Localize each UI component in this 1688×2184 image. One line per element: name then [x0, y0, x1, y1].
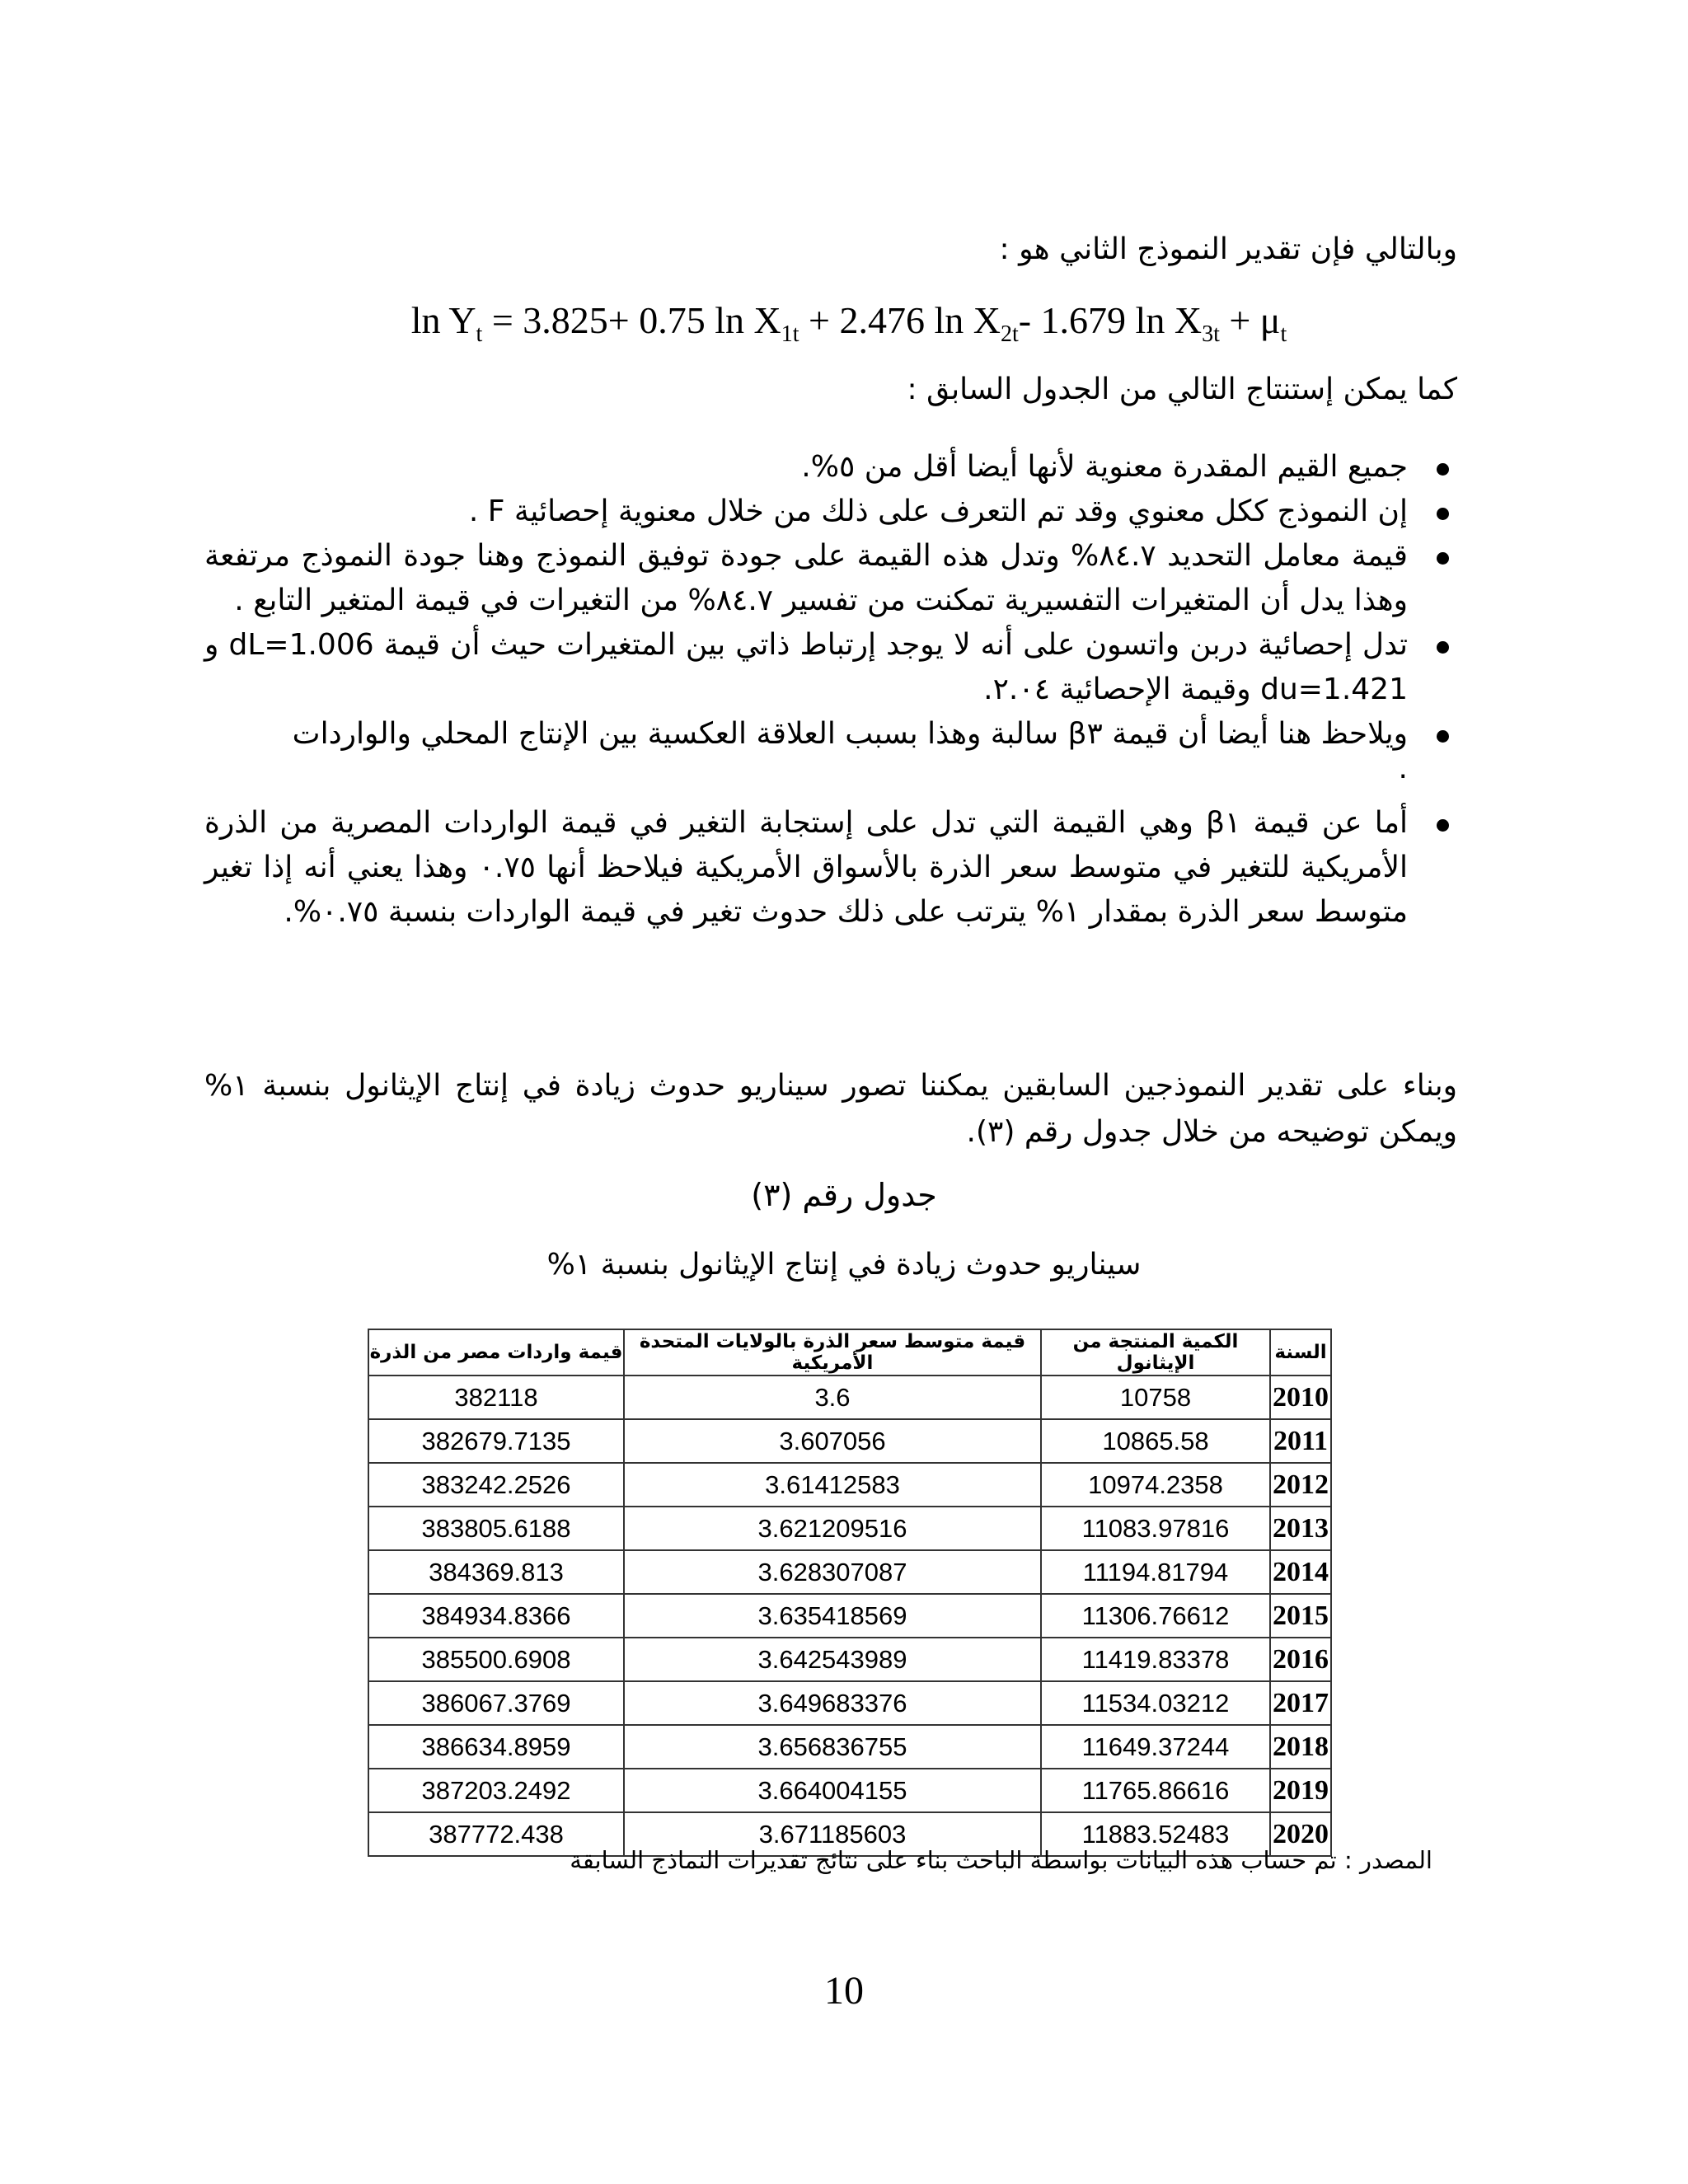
cell-corn-price: 3.607056 — [624, 1419, 1041, 1463]
cell-year: 2012 — [1270, 1463, 1331, 1507]
bullet-text: تدل إحصائية دربن واتسون على أنه لا يوجد إرتباط ذاتي بين المتغيرات حيث أن قيمة dL=1.006 و du=1.421 وقيمة الإحصائية ٢.٠٤. — [204, 628, 1409, 706]
cell-year: 2013 — [1270, 1507, 1331, 1550]
table-row — [368, 1638, 1331, 1681]
bullet-text: أما عن قيمة β١ وهي القيمة التي تدل على إستجابة التغير في قيمة الواردات المصرية من الذرة الأمريكية للتغير في متوسط سعر الذرة بالأسواق الأمريكية فيلاحظ أنها ٠.٧٥ وهذا يعني أنه إذا تغير متوسط سعر الذرة بمقدار ١% يترتب على ذلك حدوث تغير في قيمة الواردات بنسبة ٠.٧٥%. — [204, 806, 1408, 929]
conclusions-heading: كما يمكن إستنتاج التالي من الجدول السابق : — [907, 373, 1457, 406]
table-title: جدول رقم (٣) — [751, 1177, 937, 1213]
cell-imports: 383242.2526 — [368, 1463, 624, 1507]
cell-year: 2020 — [1270, 1812, 1331, 1856]
cell-ethanol: 10758 — [1041, 1376, 1270, 1419]
eq-subscript: 2t — [1000, 321, 1019, 348]
cell-imports: 387203.2492 — [368, 1769, 624, 1812]
cell-year: 2014 — [1270, 1550, 1331, 1594]
cell-imports: 387772.438 — [368, 1812, 624, 1856]
cell-year: 2018 — [1270, 1725, 1331, 1769]
cell-year: 2015 — [1270, 1594, 1331, 1638]
cell-corn-price: 3.649683376 — [624, 1681, 1041, 1725]
table-subtitle: سيناريو حدوث زيادة في إنتاج الإيثانول بنسبة ١% — [546, 1248, 1142, 1282]
table-header-row — [368, 1329, 1331, 1376]
column-header-corn-price: قيمة متوسط سعر الذرة بالولايات المتحدة الأمريكية — [624, 1329, 1041, 1376]
bullet-text: قيمة معامل التحديد ٨٤.٧% وتدل هذه القيمة على جودة توفيق النموذج وهنا جودة النموذج مرتفعة وهذا يدل أن المتغيرات التفسيرية تمكنت من تفسير ٨٤.٧% من التغيرات في قيمة المتغير التابع . — [204, 539, 1408, 617]
bullet-text: جميع القيم المقدرة معنوية لأنها أيضا أقل من ٥%. — [801, 450, 1408, 484]
cell-imports: 385500.6908 — [368, 1638, 624, 1681]
bullet-icon — [1437, 730, 1449, 743]
table-source-note: المصدر : تم حساب هذه البيانات بواسطة الباحث بناء على نتائج تقديرات النماذج السابقة — [570, 1846, 1432, 1874]
cell-ethanol: 10865.58 — [1041, 1419, 1270, 1463]
bullet-icon — [1437, 552, 1449, 565]
cell-corn-price: 3.61412583 — [624, 1463, 1041, 1507]
cell-ethanol: 11649.37244 — [1041, 1725, 1270, 1769]
list-item — [204, 534, 1457, 623]
table-row — [368, 1507, 1331, 1550]
eq-part: ln Y — [410, 299, 476, 341]
table-row — [368, 1769, 1331, 1812]
cell-corn-price: 3.635418569 — [624, 1594, 1041, 1638]
cell-corn-price: 3.642543989 — [624, 1638, 1041, 1681]
table-row — [368, 1463, 1331, 1507]
cell-corn-price: 3.664004155 — [624, 1769, 1041, 1812]
table-row — [368, 1419, 1331, 1463]
cell-year: 2019 — [1270, 1769, 1331, 1812]
cell-corn-price: 3.628307087 — [624, 1550, 1041, 1594]
cell-ethanol: 11194.81794 — [1041, 1550, 1270, 1594]
cell-imports: 386634.8959 — [368, 1725, 624, 1769]
cell-corn-price: 3.671185603 — [624, 1812, 1041, 1856]
scenario-table — [368, 1329, 1332, 1857]
cell-imports: 382679.7135 — [368, 1419, 624, 1463]
list-item — [204, 801, 1457, 935]
cell-corn-price: 3.656836755 — [624, 1725, 1041, 1769]
cell-ethanol: 11534.03212 — [1041, 1681, 1270, 1725]
eq-part: + 2.476 ln X — [799, 299, 1001, 341]
cell-corn-price: 3.6 — [624, 1376, 1041, 1419]
cell-imports: 382118 — [368, 1376, 624, 1419]
cell-year: 2010 — [1270, 1376, 1331, 1419]
table-row — [368, 1376, 1331, 1419]
page-number: 10 — [824, 1969, 864, 2013]
bullet-icon — [1437, 641, 1449, 654]
bullet-icon — [1437, 463, 1449, 476]
bullet-trailing-dot: . — [1398, 752, 1408, 785]
cell-ethanol: 11306.76612 — [1041, 1594, 1270, 1638]
table-row — [368, 1594, 1331, 1638]
column-header-ethanol: الكمية المنتجة من الإيثانول — [1041, 1329, 1270, 1376]
bullet-text: ويلاحظ هنا أيضا أن قيمة β٣ سالبة وهذا بسبب العلاقة العكسية بين الإنتاج المحلي والواردات — [292, 717, 1408, 751]
list-item — [204, 623, 1457, 712]
table-row — [368, 1681, 1331, 1725]
conclusions-list — [204, 445, 1457, 935]
regression-equation — [387, 298, 1311, 348]
list-item — [204, 445, 1457, 490]
cell-year: 2017 — [1270, 1681, 1331, 1725]
eq-subscript: 3t — [1202, 321, 1220, 348]
cell-imports: 386067.3769 — [368, 1681, 624, 1725]
list-item — [204, 712, 1457, 801]
cell-ethanol: 10974.2358 — [1041, 1463, 1270, 1507]
cell-ethanol: 11883.52483 — [1041, 1812, 1270, 1856]
cell-corn-price: 3.621209516 — [624, 1507, 1041, 1550]
table-row — [368, 1550, 1331, 1594]
eq-subscript: 1t — [781, 321, 799, 348]
column-header-year: السنة — [1270, 1329, 1331, 1376]
cell-ethanol: 11083.97816 — [1041, 1507, 1270, 1550]
cell-ethanol: 11419.83378 — [1041, 1638, 1270, 1681]
bullet-icon — [1437, 819, 1449, 832]
cell-imports: 383805.6188 — [368, 1507, 624, 1550]
bullet-text: إن النموذج ككل معنوي وقد تم التعرف على ذلك من خلال معنوية إحصائية F . — [468, 494, 1408, 528]
cell-year: 2011 — [1270, 1419, 1331, 1463]
eq-part: - 1.679 ln X — [1018, 299, 1203, 341]
intro-line: وبالتالي فإن تقدير النموذج الثاني هو : — [999, 232, 1457, 266]
eq-subscript: t — [1280, 321, 1287, 348]
eq-subscript: t — [476, 321, 483, 348]
column-header-imports: قيمة واردات مصر من الذرة — [368, 1329, 624, 1376]
cell-imports: 384934.8366 — [368, 1594, 624, 1638]
eq-part: + μ — [1219, 299, 1281, 341]
cell-imports: 384369.813 — [368, 1550, 624, 1594]
bullet-icon — [1437, 508, 1449, 520]
cell-year: 2016 — [1270, 1638, 1331, 1681]
eq-part: = 3.825+ 0.75 ln X — [482, 299, 781, 341]
list-item — [204, 490, 1457, 534]
cell-ethanol: 11765.86616 — [1041, 1769, 1270, 1812]
scenario-paragraph: وبناء على تقدير النموذجين السابقين يمكننا تصور سيناريو حدوث زيادة في إنتاج الإيثانول بنسبة ١% ويمكن توضيحه من خلال جدول رقم (٣). — [204, 1069, 1457, 1149]
table-row — [368, 1725, 1331, 1769]
